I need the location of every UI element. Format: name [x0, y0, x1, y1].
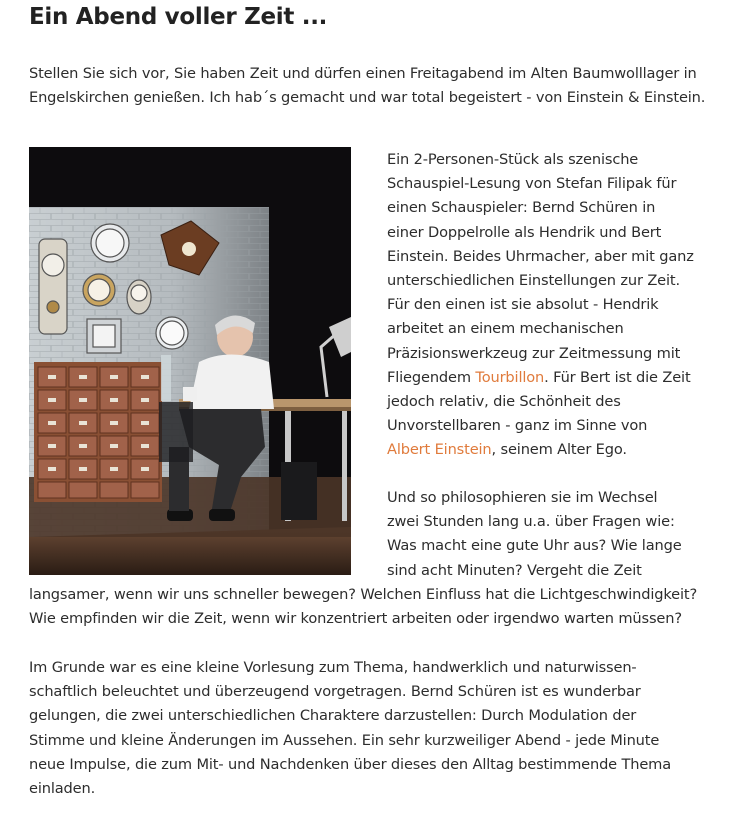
wrap-line: sind acht Minuten? Vergeht die Zeit: [387, 561, 642, 579]
closing-line: gelungen, die zwei unterschiedlichen Charaktere darzustellen: Durch Modulation der: [29, 707, 637, 725]
closing-line: neue Impulse, die zum Mit- und Nachdenken über dieses den Alltag bestimmende Thema: [29, 755, 672, 773]
wrap-line: Wie empfinden wir die Zeit, wenn wir konzentriert arbeiten oder irgendwo warten müssen?: [29, 610, 682, 628]
side-line: Für den einen ist sie absolut - Hendrik: [387, 296, 659, 314]
side-paragraph: [387, 148, 694, 463]
side-line: [387, 366, 694, 390]
side-text: Fliegendem: [387, 368, 476, 386]
side-line: Schauspiel-Lesung von Stefan Filipak für: [387, 175, 677, 193]
closing-line: einladen.: [29, 780, 96, 798]
wrap-line: langsamer, wenn wir uns schneller bewegen? Welchen Einfluss hat die Lichtgeschwindigkeit?: [29, 586, 698, 603]
side-text: . Für Bert ist die Zeit: [544, 368, 691, 386]
closing-line: Stimme und kleine Änderungen im Aussehen. Ein sehr kurzweiliger Abend - jede Minute: [29, 731, 660, 749]
closing-line: Im Grunde war es eine kleine Vorlesung zum Thema, handwerklich und naturwissen-: [29, 659, 637, 676]
intro-line: Stellen Sie sich vor, Sie haben Zeit und dürfen einen Freitagabend im Alten Baumwolllager in: [29, 65, 697, 82]
side-line: arbeitet an einem mechanischen: [387, 320, 624, 338]
wrap-paragraph-full: [29, 583, 697, 631]
side-line: unterschiedlichen Einstellungen zur Zeit.: [387, 272, 680, 290]
wrap-paragraph-side: [387, 486, 682, 583]
side-line: einen Schauspieler: Bernd Schüren in: [387, 199, 656, 217]
stage-photo: [29, 147, 351, 575]
wrap-line: Und so philosophieren sie im Wechsel: [387, 489, 658, 506]
side-text: , seinem Alter Ego.: [491, 441, 627, 459]
tourbillon-link[interactable]: Tourbillon: [475, 368, 545, 386]
side-line: Präzisionswerkzeug zur Zeitmessung mit: [387, 344, 681, 362]
side-line: Ein 2-Personen-Stück als szenische: [387, 151, 639, 168]
closing-line: schaftlich beleuchtet und überzeugend vorgetragen. Bernd Schüren ist es wunderbar: [29, 683, 641, 701]
side-line: Einstein. Beides Uhrmacher, aber mit ganz: [387, 247, 694, 265]
side-line: [387, 438, 694, 462]
side-line: jedoch relativ, die Schönheit des: [387, 393, 621, 411]
article-title: Ein Abend voller Zeit ...: [29, 4, 328, 30]
side-line: einer Doppelrolle als Hendrik und Bert: [387, 223, 662, 241]
wrap-line: Was macht eine gute Uhr aus? Wie lange: [387, 537, 682, 555]
albert-einstein-link[interactable]: Albert Einstein: [387, 441, 492, 459]
closing-paragraph: [29, 656, 671, 801]
intro-line: Engelskirchen genießen. Ich hab´s gemacht und war total begeistert - von Einstein & Einstein.: [29, 89, 706, 107]
side-line: Unvorstellbaren - ganz im Sinne von: [387, 417, 648, 435]
stage-photo-icon: [29, 147, 351, 575]
intro-paragraph: [29, 62, 705, 110]
wrap-line: zwei Stunden lang u.a. über Fragen wie:: [387, 513, 675, 531]
